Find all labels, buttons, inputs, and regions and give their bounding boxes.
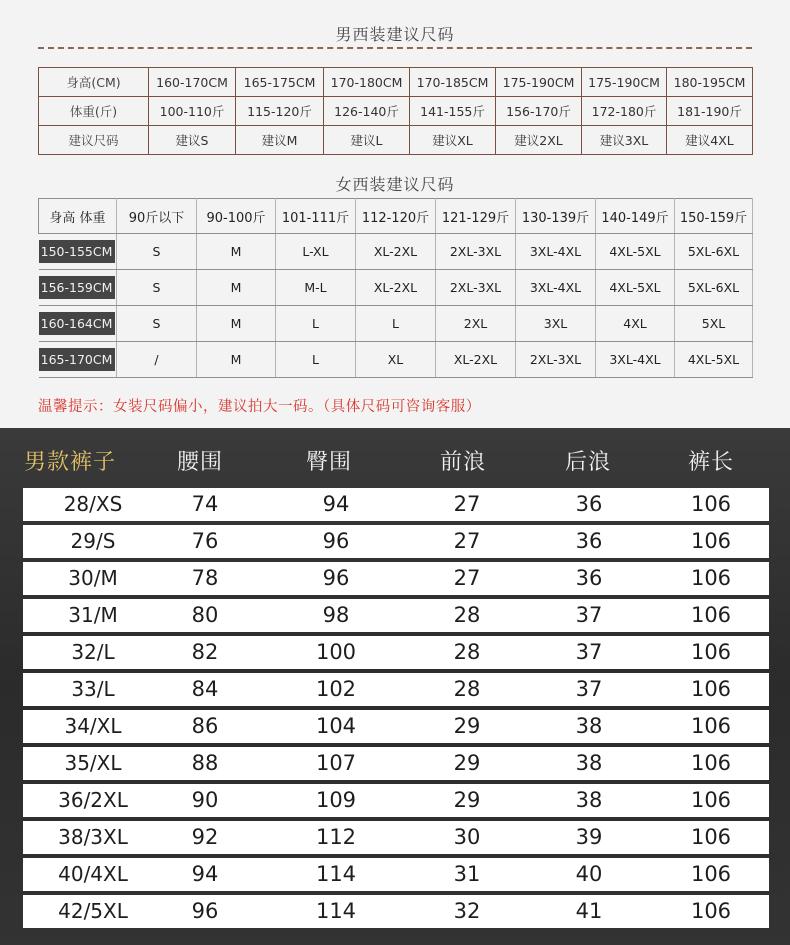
pants-header (0, 428, 790, 486)
table-cell: M-L (276, 270, 356, 306)
men-row-height (39, 68, 753, 97)
table-cell: 180-195CM (667, 68, 753, 97)
table-cell: XL (356, 342, 436, 378)
table-cell: 5XL-6XL (675, 270, 753, 306)
table-cell: 106 (690, 751, 732, 775)
table-cell: M (197, 306, 276, 342)
table-cell: 5XL-6XL (675, 234, 753, 270)
size-cell: 31/M (68, 603, 118, 627)
table-cell: 106 (690, 714, 732, 738)
table-cell: 78 (191, 566, 219, 590)
table-cell: 170-180CM (324, 68, 410, 97)
table-cell: L (356, 306, 436, 342)
table-cell: 106 (690, 603, 732, 627)
table-cell: 39 (575, 825, 603, 849)
table-cell: 141-155斤 (410, 97, 496, 126)
table-cell: 175-190CM (582, 68, 667, 97)
column-header: 腰围 (177, 450, 224, 475)
table-cell: 2XL (436, 306, 516, 342)
table-cell: 106 (690, 899, 732, 923)
table-cell: 80 (191, 603, 219, 627)
table-row (23, 784, 769, 817)
table-cell: 74 (191, 492, 219, 516)
size-cell: 40/4XL (58, 862, 128, 886)
table-cell: M (197, 234, 276, 270)
women-suit-table (38, 198, 753, 378)
table-cell: 32 (453, 899, 481, 923)
table-cell: S (117, 306, 197, 342)
table-cell: 28 (453, 677, 481, 701)
size-tip: 温馨提示：女装尺码偏小，建议拍大一码。（具体尺码可咨询客服） (38, 399, 481, 415)
table-cell: 165-175CM (236, 68, 324, 97)
table-row (23, 673, 769, 706)
column-header: 112-120斤 (356, 199, 436, 234)
table-row (39, 234, 753, 270)
table-cell: 38 (575, 714, 603, 738)
column-header: 后浪 (565, 450, 612, 475)
column-header: 150-159斤 (675, 199, 753, 234)
table-cell: 29 (453, 714, 481, 738)
table-cell: 175-190CM (496, 68, 582, 97)
table-cell: 126-140斤 (324, 97, 410, 126)
table-cell: 181-190斤 (667, 97, 753, 126)
table-cell: 27 (453, 566, 481, 590)
column-header: 身高 体重 (39, 199, 117, 234)
table-cell: 4XL-5XL (596, 234, 675, 270)
row-header (39, 306, 117, 342)
table-cell: L (276, 306, 356, 342)
table-row (23, 562, 769, 595)
table-cell: / (117, 342, 197, 378)
women-header-row (39, 199, 753, 234)
table-cell: 96 (191, 899, 219, 923)
table-cell: 3XL-4XL (516, 270, 596, 306)
table-cell: 114 (315, 899, 357, 923)
table-cell: 27 (453, 492, 481, 516)
table-cell: 109 (315, 788, 357, 812)
table-cell: 106 (690, 640, 732, 664)
table-cell: 建议S (149, 126, 236, 155)
row-header (39, 234, 117, 270)
table-cell: 建议3XL (582, 126, 667, 155)
table-cell: 114 (315, 862, 357, 886)
size-cell: 29/S (70, 529, 116, 553)
table-cell: 107 (315, 751, 357, 775)
table-cell: 41 (575, 899, 603, 923)
table-row (23, 895, 769, 928)
table-cell: 106 (690, 825, 732, 849)
height-label: 165-170CM (39, 348, 115, 371)
table-cell: 3XL (516, 306, 596, 342)
table-cell: XL-2XL (356, 270, 436, 306)
table-cell: 96 (322, 566, 350, 590)
table-cell: 40 (575, 862, 603, 886)
column-header: 121-129斤 (436, 199, 516, 234)
table-row (23, 858, 769, 891)
column-header: 裤长 (688, 450, 735, 475)
table-row (39, 342, 753, 378)
column-header: 前浪 (440, 450, 487, 475)
column-header: 140-149斤 (596, 199, 675, 234)
men-row-weight (39, 97, 753, 126)
table-cell: 76 (191, 529, 219, 553)
table-row (39, 270, 753, 306)
table-cell: L (276, 342, 356, 378)
table-cell: 102 (315, 677, 357, 701)
table-cell: 4XL-5XL (596, 270, 675, 306)
table-cell: 31 (453, 862, 481, 886)
table-cell: 2XL-3XL (436, 234, 516, 270)
table-cell: 2XL-3XL (516, 342, 596, 378)
table-cell: 170-185CM (410, 68, 496, 97)
table-cell: 2XL-3XL (436, 270, 516, 306)
table-cell: 115-120斤 (236, 97, 324, 126)
size-cell: 33/L (71, 677, 115, 701)
size-cell: 32/L (71, 640, 115, 664)
table-cell: 82 (191, 640, 219, 664)
height-label: 150-155CM (39, 240, 115, 263)
divider (38, 47, 752, 49)
table-cell: 建议4XL (667, 126, 753, 155)
size-cell: 34/XL (64, 714, 122, 738)
height-label: 160-164CM (39, 312, 115, 335)
table-cell: L-XL (276, 234, 356, 270)
table-cell: 106 (690, 677, 732, 701)
table-cell: S (117, 270, 197, 306)
size-cell: 35/XL (64, 751, 122, 775)
table-cell: 156-170斤 (496, 97, 582, 126)
table-cell: M (197, 342, 276, 378)
table-cell: 建议尺码 (39, 126, 149, 155)
table-cell: XL-2XL (356, 234, 436, 270)
table-cell: 建议XL (410, 126, 496, 155)
table-cell: 体重(斤) (39, 97, 149, 126)
table-cell: 106 (690, 492, 732, 516)
table-row (23, 747, 769, 780)
table-cell: 建议L (324, 126, 410, 155)
column-header: 101-111斤 (276, 199, 356, 234)
table-cell: 94 (322, 492, 350, 516)
table-cell: 建议M (236, 126, 324, 155)
table-row (23, 821, 769, 854)
column-header: 130-139斤 (516, 199, 596, 234)
table-cell: S (117, 234, 197, 270)
table-row (23, 636, 769, 669)
table-cell: 104 (315, 714, 357, 738)
table-cell: 37 (575, 640, 603, 664)
table-cell: 37 (575, 677, 603, 701)
table-cell: 28 (453, 640, 481, 664)
table-cell: 106 (690, 566, 732, 590)
table-cell: 36 (575, 566, 603, 590)
pants-size-section (0, 428, 790, 945)
table-cell: 建议2XL (496, 126, 582, 155)
table-cell: 160-170CM (149, 68, 236, 97)
table-cell: 3XL-4XL (516, 234, 596, 270)
table-cell: 4XL (596, 306, 675, 342)
table-cell: 29 (453, 788, 481, 812)
table-cell: 100 (315, 640, 357, 664)
table-cell: 27 (453, 529, 481, 553)
table-cell: 3XL-4XL (596, 342, 675, 378)
table-row (23, 488, 769, 521)
table-cell: XL-2XL (436, 342, 516, 378)
table-cell: 90 (191, 788, 219, 812)
table-cell: 84 (191, 677, 219, 701)
table-row (23, 525, 769, 558)
size-cell: 28/XS (63, 492, 123, 516)
pants-table (23, 488, 769, 932)
table-cell: 38 (575, 788, 603, 812)
table-row (23, 599, 769, 632)
table-cell: 36 (575, 529, 603, 553)
column-header: 90斤以下 (117, 199, 197, 234)
column-header: 90-100斤 (197, 199, 276, 234)
table-cell: 86 (191, 714, 219, 738)
table-cell: 98 (322, 603, 350, 627)
table-cell: 100-110斤 (149, 97, 236, 126)
table-cell: 88 (191, 751, 219, 775)
table-cell: 106 (690, 529, 732, 553)
table-cell: 106 (690, 862, 732, 886)
table-cell: 5XL (675, 306, 753, 342)
table-cell: 30 (453, 825, 481, 849)
size-cell: 42/5XL (58, 899, 128, 923)
column-header: 臀围 (306, 450, 353, 475)
table-cell: 112 (315, 825, 357, 849)
table-row (23, 710, 769, 743)
table-cell: 94 (191, 862, 219, 886)
men-row-size (39, 126, 753, 155)
table-cell: 38 (575, 751, 603, 775)
table-cell: 172-180斤 (582, 97, 667, 126)
row-header (39, 270, 117, 306)
table-cell: 37 (575, 603, 603, 627)
table-cell: 36 (575, 492, 603, 516)
table-cell: 96 (322, 529, 350, 553)
men-suit-table (38, 67, 753, 155)
table-cell: 4XL-5XL (675, 342, 753, 378)
table-cell: 106 (690, 788, 732, 812)
table-cell: 29 (453, 751, 481, 775)
height-label: 156-159CM (39, 276, 115, 299)
table-cell: 身高(CM) (39, 68, 149, 97)
table-row (39, 306, 753, 342)
row-header (39, 342, 117, 378)
size-cell: 38/3XL (58, 825, 128, 849)
size-cell: 36/2XL (58, 788, 128, 812)
table-cell: 92 (191, 825, 219, 849)
suit-size-section (0, 0, 790, 428)
table-cell: M (197, 270, 276, 306)
size-cell: 30/M (68, 566, 118, 590)
men-suit-title: 男西装建议尺码 (335, 25, 455, 44)
pants-title: 男款裤子 (24, 450, 117, 475)
table-cell: 28 (453, 603, 481, 627)
women-suit-title: 女西装建议尺码 (335, 175, 455, 194)
